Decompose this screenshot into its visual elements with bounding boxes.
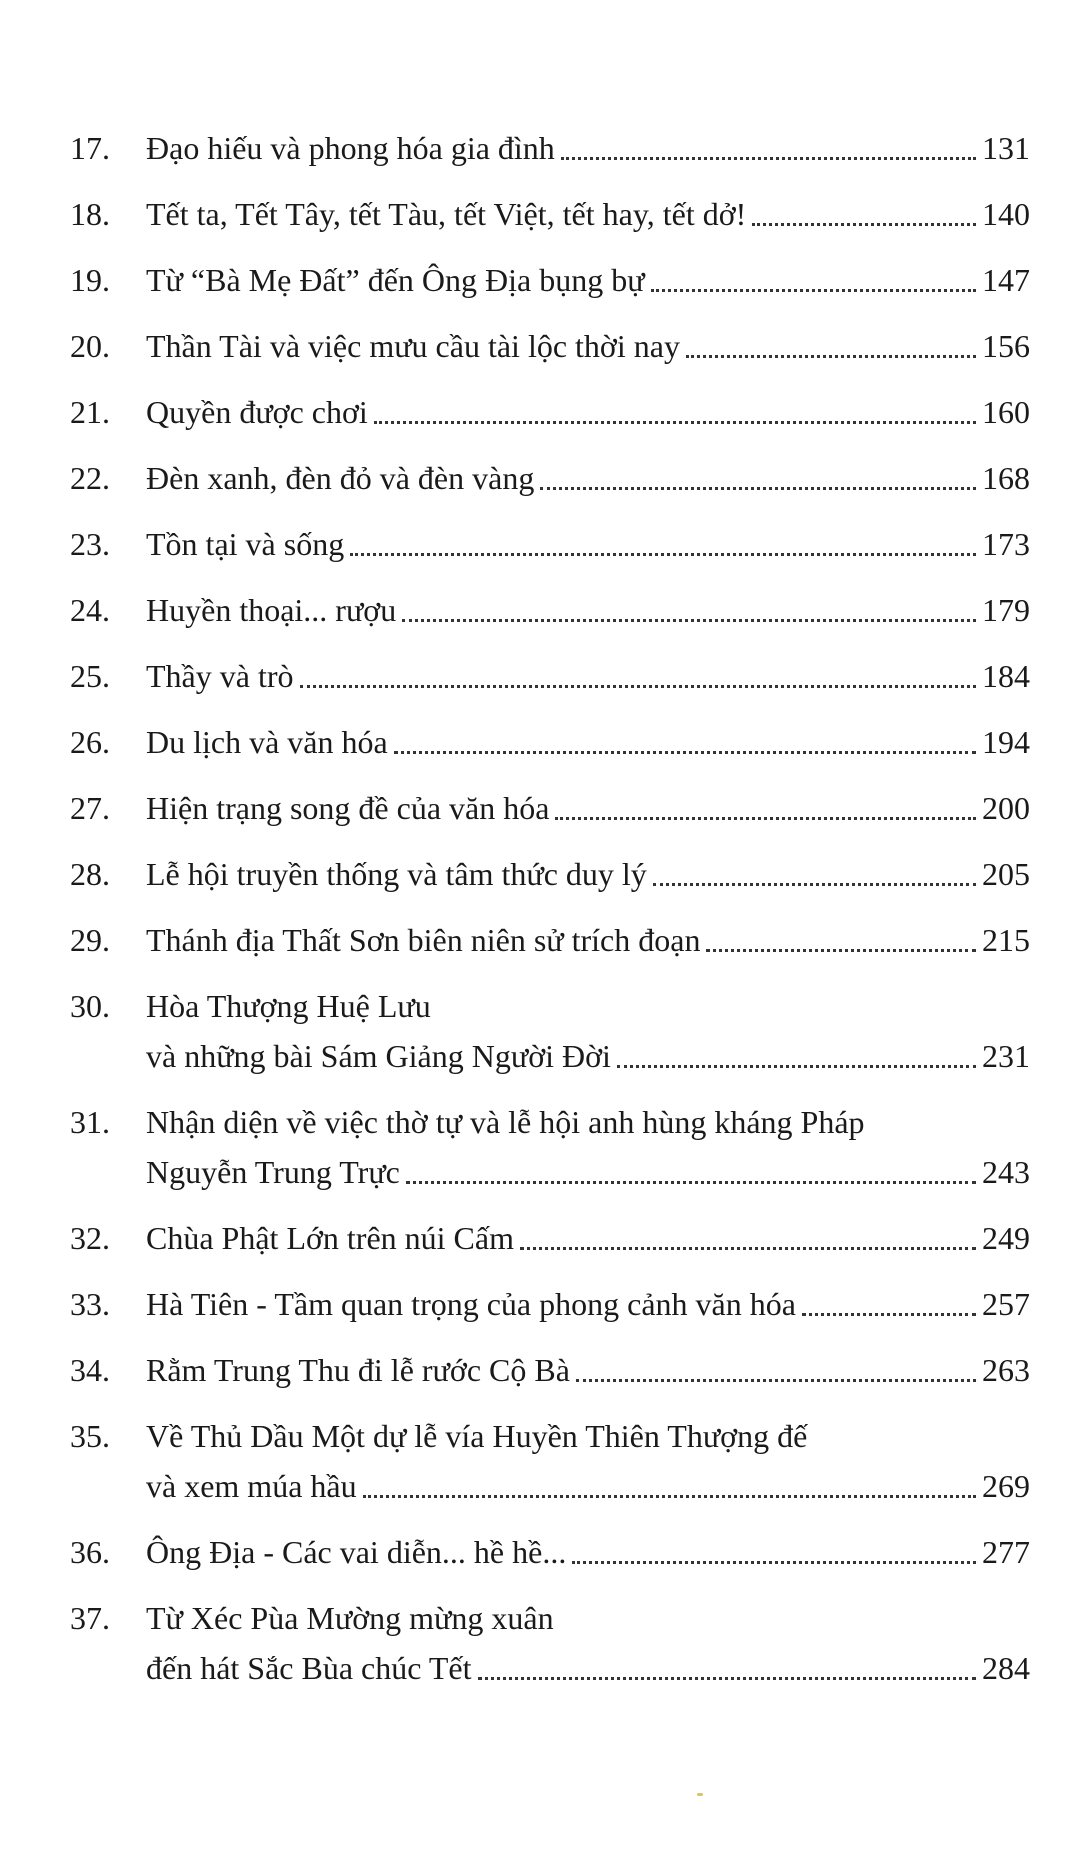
entry-page-number: 231	[982, 1038, 1030, 1074]
entry-title: Quyền được chơi	[146, 394, 368, 430]
entry-number: 23.	[70, 526, 110, 562]
dot-leader	[800, 1282, 980, 1326]
dot-leader	[476, 1646, 980, 1690]
dot-leader	[404, 1150, 980, 1194]
entry-number: 22.	[70, 460, 110, 496]
toc-entry[interactable]	[70, 786, 1030, 830]
entry-title: Chùa Phật Lớn trên núi Cấm	[146, 1220, 514, 1256]
entry-number: 28.	[70, 856, 110, 892]
entry-page-number: 168	[982, 460, 1030, 496]
toc-entry[interactable]	[70, 192, 1030, 236]
entry-title: Tết ta, Tết Tây, tết Tàu, tết Việt, tết hay, tết dở!	[146, 196, 747, 232]
entry-page-number: 205	[982, 856, 1030, 892]
entry-title-line1: Hòa Thượng Huệ Lưu	[146, 988, 431, 1024]
entry-title: Thần Tài và việc mưu cầu tài lộc thời nay	[146, 328, 680, 364]
entry-number: 33.	[70, 1286, 110, 1322]
entry-title: Tồn tại và sống	[146, 526, 345, 562]
entry-number: 30.	[70, 988, 110, 1024]
entry-number: 31.	[70, 1104, 110, 1140]
entry-number: 19.	[70, 262, 110, 298]
entry-title: Lễ hội truyền thống và tâm thức duy lý	[146, 856, 647, 892]
entry-title: Rằm Trung Thu đi lễ rước Cộ Bà	[146, 1352, 570, 1388]
entry-number: 26.	[70, 724, 110, 760]
entry-number: 20.	[70, 328, 110, 364]
entry-number: 34.	[70, 1352, 110, 1388]
toc-entry[interactable]	[70, 1348, 1030, 1392]
print-speck	[697, 1793, 703, 1796]
toc-entry[interactable]	[70, 654, 1030, 698]
entry-page-number: 160	[982, 394, 1030, 430]
entry-title: và xem múa hầu	[146, 1468, 357, 1504]
dot-leader	[750, 192, 980, 236]
toc-entry[interactable]	[70, 720, 1030, 764]
entry-page-number: 284	[982, 1650, 1030, 1686]
toc-entry[interactable]	[70, 1216, 1030, 1260]
entry-title: Ông Địa - Các vai diễn... hề hề...	[146, 1534, 567, 1570]
toc-entry[interactable]	[70, 588, 1030, 632]
entry-title-line1: Nhận diện về việc thờ tự và lễ hội anh hùng kháng Pháp	[146, 1104, 865, 1140]
entry-page-number: 179	[982, 592, 1030, 628]
dot-leader	[392, 720, 980, 764]
toc-entry[interactable]	[70, 126, 1030, 170]
entry-title-line1: Về Thủ Dầu Một dự lễ vía Huyền Thiên Thượng đế	[146, 1418, 808, 1454]
entry-title: Đèn xanh, đèn đỏ và đèn vàng	[146, 460, 535, 496]
toc-entry-line	[70, 1414, 1030, 1458]
entry-title: và những bài Sám Giảng Người Đời	[146, 1038, 611, 1074]
toc-entry[interactable]	[70, 918, 1030, 962]
dot-leader	[348, 522, 980, 566]
dot-leader	[684, 324, 980, 368]
entry-number: 35.	[70, 1418, 110, 1454]
entry-number: 27.	[70, 790, 110, 826]
dot-leader	[649, 258, 980, 302]
entry-title: Huyền thoại... rượu	[146, 592, 397, 628]
entry-title: Nguyễn Trung Trực	[146, 1154, 400, 1190]
dot-leader	[372, 390, 980, 434]
dot-leader	[298, 654, 981, 698]
entry-title: Từ “Bà Mẹ Đất” đến Ông Địa bụng bự	[146, 262, 645, 298]
entry-page-number: 131	[982, 130, 1030, 166]
entry-title: Du lịch và văn hóa	[146, 724, 388, 760]
toc-entry[interactable]	[70, 258, 1030, 302]
entry-page-number: 257	[982, 1286, 1030, 1322]
entry-title: Thánh địa Thất Sơn biên niên sử trích đoạn	[146, 922, 701, 958]
dot-leader	[570, 1530, 980, 1574]
entry-number: 25.	[70, 658, 110, 694]
toc-entry[interactable]	[70, 1464, 1030, 1508]
entry-page-number: 173	[982, 526, 1030, 562]
toc-entry[interactable]	[70, 1282, 1030, 1326]
dot-leader	[615, 1034, 980, 1078]
entry-number: 37.	[70, 1600, 110, 1636]
entry-page-number: 269	[982, 1468, 1030, 1504]
entry-title: đến hát Sắc Bùa chúc Tết	[146, 1650, 472, 1686]
dot-leader	[704, 918, 980, 962]
toc-entry-line	[70, 1100, 1030, 1144]
dot-leader	[574, 1348, 980, 1392]
entry-title: Hiện trạng song đề của văn hóa	[146, 790, 550, 826]
toc-entry[interactable]	[70, 522, 1030, 566]
entry-number: 29.	[70, 922, 110, 958]
entry-number: 17.	[70, 130, 110, 166]
toc-entry[interactable]	[70, 1034, 1030, 1078]
entry-page-number: 277	[982, 1534, 1030, 1570]
toc-entry[interactable]	[70, 1646, 1030, 1690]
entry-page-number: 200	[982, 790, 1030, 826]
dot-leader	[518, 1216, 980, 1260]
entry-number: 18.	[70, 196, 110, 232]
entry-page-number: 263	[982, 1352, 1030, 1388]
dot-leader	[651, 852, 980, 896]
dot-leader	[400, 588, 980, 632]
entry-page-number: 184	[982, 658, 1030, 694]
entry-title: Đạo hiếu và phong hóa gia đình	[146, 130, 555, 166]
entry-title-line1: Từ Xéc Pùa Mường mừng xuân	[146, 1600, 554, 1636]
dot-leader	[361, 1464, 980, 1508]
toc-entry[interactable]	[70, 1150, 1030, 1194]
dot-leader	[559, 126, 980, 170]
toc-entry-line	[70, 1596, 1030, 1640]
entry-number: 24.	[70, 592, 110, 628]
toc-entry[interactable]	[70, 456, 1030, 500]
entry-page-number: 147	[982, 262, 1030, 298]
entry-title: Hà Tiên - Tầm quan trọng của phong cảnh văn hóa	[146, 1286, 796, 1322]
entry-page-number: 156	[982, 328, 1030, 364]
dot-leader	[538, 456, 980, 500]
dot-leader	[553, 786, 980, 830]
entry-number: 21.	[70, 394, 110, 430]
toc-entry-line	[70, 984, 1030, 1028]
toc-entry[interactable]	[70, 1530, 1030, 1574]
entry-number: 36.	[70, 1534, 110, 1570]
entry-title: Thầy và trò	[146, 658, 294, 694]
entry-page-number: 140	[982, 196, 1030, 232]
entry-page-number: 194	[982, 724, 1030, 760]
entry-page-number: 243	[982, 1154, 1030, 1190]
toc-entry[interactable]	[70, 324, 1030, 368]
toc-entry[interactable]	[70, 852, 1030, 896]
entry-page-number: 249	[982, 1220, 1030, 1256]
entry-page-number: 215	[982, 922, 1030, 958]
toc-entry[interactable]	[70, 390, 1030, 434]
entry-number: 32.	[70, 1220, 110, 1256]
